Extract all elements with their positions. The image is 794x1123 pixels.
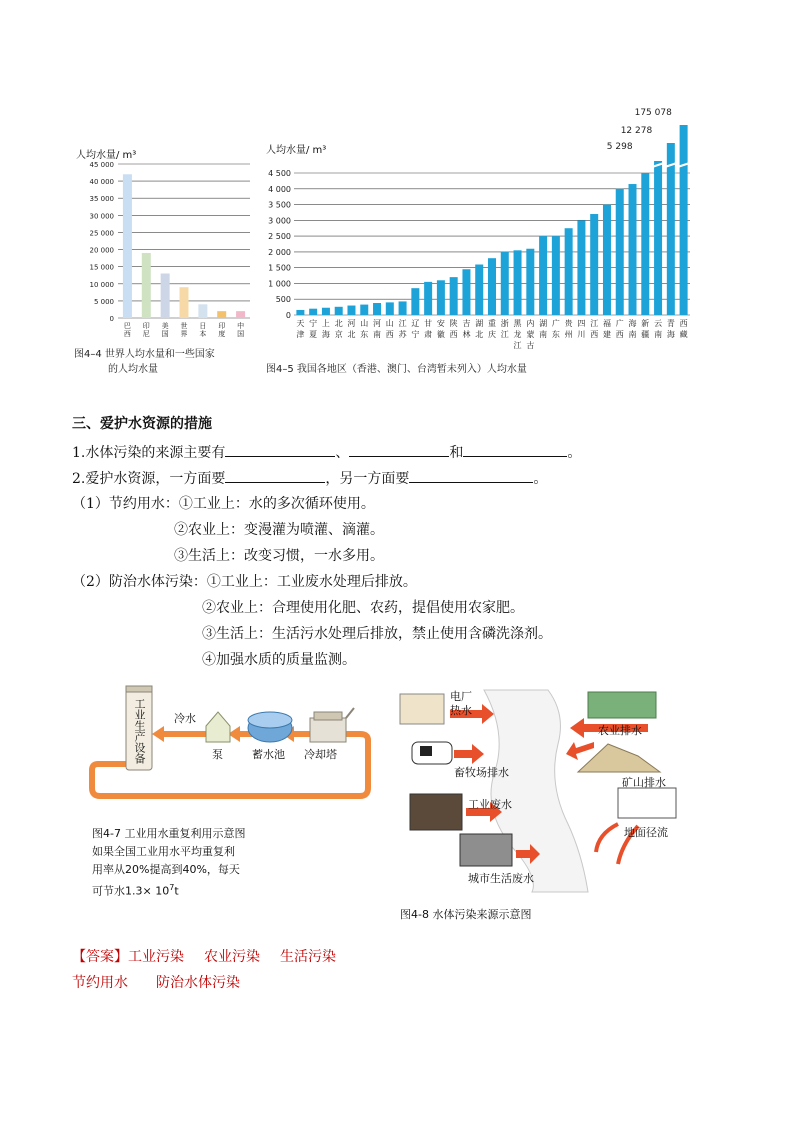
chart2-caption: 图4–5 我国各地区（香港、澳门、台湾暂未列入）人均水量 [266, 364, 527, 375]
chart1-xtick: 日本 [199, 322, 207, 338]
chart2-xtick: 宁夏 [309, 319, 318, 339]
chart1-ytick: 10 000 [89, 280, 114, 289]
chart2-bar [386, 302, 394, 315]
q1-sep2: 和 [449, 445, 464, 461]
chart2-bar [539, 236, 547, 315]
chart2-bar [629, 184, 637, 315]
industry-label: 工业废水 [468, 798, 512, 811]
fig47-caption-1: 图4-7 工业用水重复利用示意图 [92, 827, 246, 840]
chart1-xtick: 巴西 [123, 322, 131, 338]
chart2-xtick: 四川 [577, 319, 586, 339]
chart2-xtick: 湖北 [475, 319, 484, 339]
q2-end: 。 [533, 471, 548, 487]
chart2-xtick: 吉林 [462, 319, 471, 339]
chart2-ylabel: 人均水量/ m³ [266, 145, 327, 156]
prevent-pollution-3: ③生活上：生活污水处理后排放，禁止使用含磷洗涤剂。 [202, 626, 552, 642]
chart2-value-label: 175 078 [634, 108, 672, 118]
chart2-value-label: 12 278 [620, 126, 653, 136]
chart2-ytick: 1 000 [268, 279, 291, 289]
chart2-bar [526, 249, 534, 315]
chart1-bar [142, 253, 151, 318]
chart2-bar [552, 236, 560, 315]
chart2-bar [654, 161, 662, 315]
answer-a2: 农业污染 [204, 949, 260, 965]
chart2-bar [667, 143, 675, 315]
chart2-bar [309, 309, 317, 315]
chart2-xtick: 安徽 [436, 319, 445, 339]
fig47-caption-3: 用率从20%提高到40%，每天 [92, 863, 240, 876]
answer-line-2 [72, 972, 240, 992]
chart2-bar [514, 250, 522, 315]
chart2-xtick: 陕西 [449, 319, 458, 339]
answer-b1: 节约用水 [72, 975, 128, 991]
pump-icon [206, 712, 230, 742]
chart2-xtick: 天津 [296, 319, 305, 339]
chart1-xtick: 印尼 [142, 322, 150, 338]
q1-sep1: 、 [335, 445, 350, 461]
fig47-caption-4b: t [174, 884, 179, 898]
chart2-bar [488, 258, 496, 315]
fig47-caption-2: 如果全国工业用水平均重复利 [92, 845, 235, 858]
chart1-ytick: 40 000 [89, 178, 114, 187]
reservoir-label: 蓄水池 [252, 748, 285, 761]
chart2-xtick: 新疆 [641, 319, 650, 339]
chart2-bar [603, 205, 611, 315]
chart2-ytick: 3 000 [268, 216, 291, 226]
chart2-bar [501, 252, 509, 315]
chart2-xtick: 浙江 [500, 319, 509, 339]
agri-label: 农业排水 [598, 724, 642, 737]
pump-label: 泵 [212, 748, 223, 761]
answer-tag: 【答案】 [72, 949, 128, 965]
prevent-pollution-2: ②农业上：合理使用化肥、农药，提倡使用农家肥。 [202, 600, 524, 616]
mine-label: 矿山排水 [622, 776, 666, 789]
answer-a3: 生活污染 [280, 949, 336, 965]
chart2-bar [590, 214, 598, 315]
chart1-bar [198, 304, 207, 318]
chart2-bar [680, 125, 688, 315]
chart2-ytick: 500 [275, 295, 291, 305]
chart2-bar [565, 228, 573, 315]
chart2-ytick: 1 500 [268, 263, 291, 273]
chart2-xtick: 贵州 [564, 319, 573, 339]
chart1-ylabel: 人均水量/ m³ [76, 150, 137, 161]
cow-spot [420, 746, 432, 756]
power-label-1: 电厂 [450, 690, 472, 703]
fig48-caption: 图4-8 水体污染来源示意图 [400, 908, 532, 921]
chart2-xtick: 福建 [602, 319, 611, 339]
device-top [126, 686, 152, 692]
q2-blank-2[interactable] [409, 468, 533, 483]
answer-line-1 [72, 946, 336, 966]
chart1-caption-line1: 图4–4 世界人均水量和一些国家 [74, 349, 215, 360]
chart2-bar [322, 308, 330, 315]
chart2-xtick: 内蒙古 [526, 319, 535, 350]
device-label: 工业生产设备 [133, 698, 146, 764]
fig47-caption-4a: 可节水1.3× 10 [92, 884, 170, 898]
q2-blank-1[interactable] [225, 468, 325, 483]
chart1-xtick: 中国 [237, 322, 245, 338]
save-water-1: （1）节约用水：①工业上：水的多次循环使用。 [72, 496, 375, 512]
chart2-bar [347, 306, 355, 315]
chart1-ytick: 45 000 [89, 161, 114, 169]
chart2-xtick: 甘肃 [424, 319, 433, 339]
figure-4-8 [398, 684, 698, 929]
chart1-ytick: 0 [109, 315, 114, 323]
save-water-3: ③生活上：改变习惯，一水多用。 [174, 548, 384, 564]
chart1-ytick: 20 000 [89, 246, 114, 255]
prevent-pollution-4: ④加强水质的质量监测。 [202, 652, 356, 668]
chart2-bar [641, 173, 649, 315]
q1-blank-3[interactable] [463, 442, 567, 457]
chart2-ytick: 4 000 [268, 184, 291, 194]
chart2-xtick: 江苏 [398, 319, 407, 339]
chart2-xtick: 河北 [347, 319, 356, 339]
chart1-ytick: 15 000 [89, 263, 114, 272]
chart2-bar [437, 280, 445, 315]
chart2-xtick: 江西 [590, 319, 599, 339]
chart2-xtick: 湖南 [539, 319, 548, 339]
chart1-bar [180, 287, 189, 318]
chart2-xtick: 重庆 [488, 319, 496, 339]
chart1-xtick: 印度 [218, 322, 226, 338]
chart2-bar [475, 265, 483, 315]
q1-blank-2[interactable] [349, 442, 449, 457]
runoff-label: 地面径流 [624, 826, 668, 839]
chart1-bar [236, 311, 245, 318]
chart2-xtick: 青海 [666, 319, 675, 339]
chart2-ytick: 0 [285, 311, 291, 320]
chart1-caption-line2: 的人均水量 [108, 364, 158, 375]
chart2-xtick: 北京 [334, 319, 343, 339]
livestock-label: 畜牧场排水 [454, 766, 509, 779]
city-label: 城市生活废水 [468, 872, 534, 885]
city-icon [460, 834, 512, 866]
chart2-bar [577, 220, 585, 315]
answer-a1: 工业污染 [128, 949, 184, 965]
chart2-bar [335, 307, 343, 315]
cooling-tower-label: 冷却塔 [304, 748, 337, 761]
chart2-xtick: 山东 [360, 319, 369, 339]
chart2-svg [264, 105, 694, 350]
save-water-2: ②农业上：变漫灌为喷灌、滴灌。 [174, 522, 384, 538]
arrow-to-device [152, 726, 164, 742]
q1-prefix: 1.水体污染的来源主要有 [72, 445, 226, 461]
chart2-bar [360, 305, 368, 315]
chart2-bar [399, 301, 407, 315]
chart2-bar [373, 303, 381, 315]
chart2-value-label: 5 298 [606, 142, 633, 152]
chart2-ytick: 3 500 [268, 200, 291, 210]
factory-icon [410, 794, 462, 830]
arrow-runoff-1 [596, 824, 618, 852]
chart1-xtick: 世界 [180, 322, 188, 338]
fig47-caption-4 [92, 880, 179, 900]
chart1-ytick: 30 000 [89, 212, 114, 221]
farm-icon [588, 692, 656, 718]
runoff-area [618, 788, 676, 818]
chart1-xtick: 美国 [161, 322, 169, 338]
chart2-xtick: 广西 [615, 319, 624, 339]
cold-water-label: 冷水 [174, 712, 196, 725]
q2-prefix: 2.爱护水资源，一方面要 [72, 471, 226, 487]
chart1-bar [161, 274, 170, 318]
chart2-bar [450, 277, 458, 315]
chart2-xtick: 河南 [373, 319, 382, 339]
chart2-ytick: 2 500 [268, 232, 291, 242]
tower-pipe [346, 708, 354, 718]
cooling-tower-icon [310, 718, 346, 742]
chart2-bar [462, 269, 470, 315]
figure-4-5 [264, 105, 694, 380]
figure-4-7 [88, 684, 388, 914]
reservoir-top [248, 712, 292, 728]
chart2-bar [616, 189, 624, 315]
power-label-2: 热水 [450, 704, 472, 717]
chart2-bar [424, 282, 432, 315]
chart2-xtick: 辽宁 [411, 319, 420, 339]
q2-sep: ，另一方面要 [325, 471, 410, 487]
question-2 [72, 468, 547, 489]
arrow-mine [566, 742, 594, 760]
q1-end: 。 [567, 445, 582, 461]
chart1-bar [123, 174, 132, 318]
chart1-svg [74, 158, 254, 338]
chart1-ytick: 25 000 [89, 229, 114, 238]
q1-blank-1[interactable] [225, 442, 335, 457]
cooling-tower-top [314, 712, 342, 720]
question-1 [72, 442, 581, 463]
answer-b2: 防治水体污染 [156, 975, 240, 991]
figure-4-4 [74, 140, 254, 380]
prevent-pollution-1: （2）防治水体污染：①工业上：工业废水处理后排放。 [72, 574, 417, 590]
chart1-ytick: 35 000 [89, 195, 114, 204]
chart1-bar [217, 311, 226, 318]
chart2-xtick: 广东 [551, 319, 560, 339]
section-title: 三、爱护水资源的措施 [72, 416, 212, 432]
chart2-ytick: 4 500 [268, 169, 291, 178]
fig47-caption-4sup: 7 [169, 883, 175, 892]
chart2-xtick: 海南 [628, 319, 637, 339]
chart2-xtick: 山西 [385, 319, 394, 339]
chart2-xtick: 西藏 [679, 319, 688, 339]
chart2-xtick: 黑龙江 [513, 319, 522, 350]
power-plant-icon [400, 694, 444, 724]
chart2-bar [411, 288, 419, 315]
arrow-livestock [454, 744, 484, 764]
chart1-ytick: 5 000 [93, 297, 114, 306]
chart2-xtick: 云南 [654, 319, 663, 339]
chart2-xtick: 上海 [321, 319, 330, 339]
chart2-bar [296, 310, 304, 315]
chart2-ytick: 2 000 [268, 247, 291, 257]
